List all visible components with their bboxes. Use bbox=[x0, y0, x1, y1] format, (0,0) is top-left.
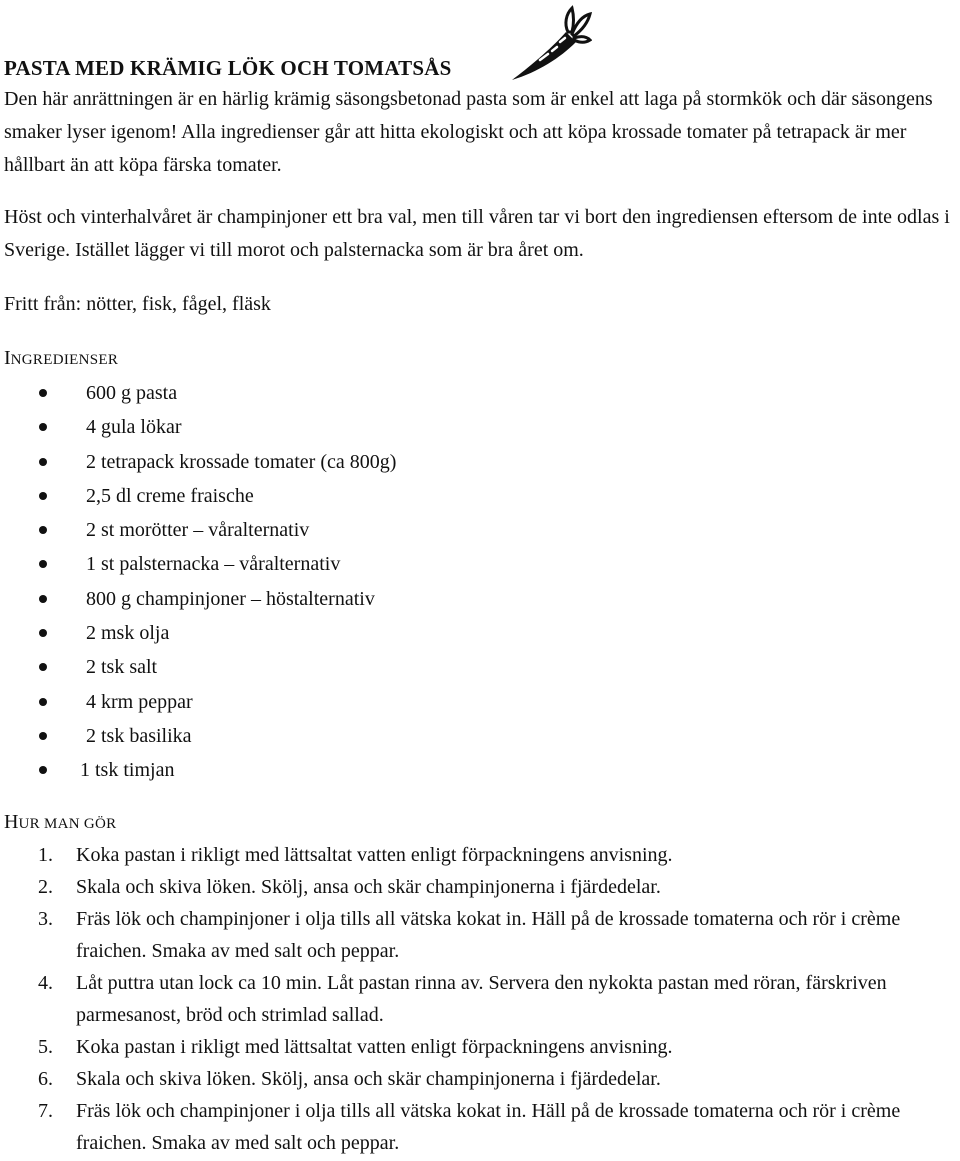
ingredient-item bbox=[4, 445, 396, 479]
ingredient-text: 1 st palsternacka – våralternativ bbox=[86, 553, 341, 576]
bullet-icon bbox=[39, 732, 47, 740]
step-text: Skala och skiva löken. Skölj, ansa och skär champinjonerna i fjärdedelar. bbox=[76, 876, 661, 898]
step-text: Koka pastan i rikligt med lättsaltat vatten enligt förpackningens anvisning. bbox=[76, 844, 673, 866]
bullet-icon bbox=[39, 766, 47, 774]
step-number: 7. bbox=[38, 1100, 53, 1122]
method-heading-initial: H bbox=[4, 811, 19, 833]
bullet-icon bbox=[39, 560, 47, 568]
step-number: 3. bbox=[38, 908, 53, 930]
step-text: Fräs lök och champinjoner i olja tills all vätska kokat in. Häll på de krossade tomaterna och rör i crème fraichen. Smaka av med salt och peppar. bbox=[76, 1100, 901, 1154]
method-step bbox=[4, 871, 954, 903]
carrot-icon bbox=[510, 2, 592, 84]
bullet-icon bbox=[39, 492, 47, 500]
ingredient-text: 2 msk olja bbox=[86, 622, 170, 645]
bullet-icon bbox=[39, 423, 47, 431]
bullet-icon bbox=[39, 595, 47, 603]
bullet-icon bbox=[39, 629, 47, 637]
method-heading-rest: UR MAN GÖR bbox=[18, 816, 117, 832]
bullet-icon bbox=[39, 458, 47, 466]
ingredient-text: 2 tsk basilika bbox=[86, 724, 192, 747]
step-text: Skala och skiva löken. Skölj, ansa och skär champinjonerna i fjärdedelar. bbox=[76, 1068, 661, 1090]
step-text: Låt puttra utan lock ca 10 min. Låt pastan rinna av. Servera den nykokta pastan med röran, färskriven parmesanost, bröd och strimlad sallad. bbox=[76, 972, 887, 1026]
bullet-icon bbox=[39, 663, 47, 671]
method-step bbox=[4, 1031, 954, 1063]
ingredient-list bbox=[4, 376, 396, 788]
step-number: 4. bbox=[38, 972, 53, 994]
ingredient-item bbox=[4, 616, 396, 650]
ingredient-item bbox=[4, 650, 396, 684]
ingredient-item bbox=[4, 547, 396, 581]
ingredient-item bbox=[4, 479, 396, 513]
ingredient-item bbox=[4, 719, 396, 753]
method-steps bbox=[4, 839, 954, 1159]
ingredient-text: 4 gula lökar bbox=[86, 416, 182, 439]
ingredients-heading-rest: NGREDIENSER bbox=[10, 352, 119, 368]
ingredient-text: 800 g champinjoner – höstalternativ bbox=[86, 587, 375, 610]
method-step bbox=[4, 1095, 954, 1159]
bullet-icon bbox=[39, 526, 47, 534]
ingredient-text: 2 tsk salt bbox=[86, 656, 158, 679]
method-step bbox=[4, 903, 954, 967]
step-number: 2. bbox=[38, 876, 53, 898]
step-number: 1. bbox=[38, 844, 53, 866]
step-number: 6. bbox=[38, 1068, 53, 1090]
ingredient-text: 1 tsk timjan bbox=[80, 759, 175, 782]
ingredient-item bbox=[4, 513, 396, 547]
recipe-title: PASTA MED KRÄMIG LÖK OCH TOMATSÅS bbox=[4, 56, 452, 80]
ingredients-heading-initial: I bbox=[4, 347, 11, 369]
bullet-icon bbox=[39, 698, 47, 706]
step-text: Fräs lök och champinjoner i olja tills all vätska kokat in. Häll på de krossade tomaterna och rör i crème fraichen. Smaka av med salt och peppar. bbox=[76, 908, 901, 962]
ingredient-text: 2 tetrapack krossade tomater (ca 800g) bbox=[86, 450, 397, 473]
step-number: 5. bbox=[38, 1036, 53, 1058]
intro-paragraph: Den här anrättningen är en härlig krämig säsongsbetonad pasta som är enkel att laga på stormkök och där säsongens smaker lyser igenom! Alla ingredienser går att hitta ekologiskt och att köpa krossade tomater på tetrapack är mer hållbart än att köpa färska tomater. bbox=[4, 88, 933, 176]
method-step bbox=[4, 1063, 954, 1095]
ingredient-text: 4 krm peppar bbox=[86, 690, 193, 713]
ingredient-item bbox=[4, 410, 396, 444]
ingredient-item bbox=[4, 753, 396, 787]
method-step bbox=[4, 967, 954, 1031]
season-paragraph: Höst och vinterhalvåret är champinjoner ett bra val, men till våren tar vi bort den ingrediensen eftersom de inte odlas i Sverige. Istället lägger vi till morot och palsternacka som är bra året om. bbox=[4, 206, 950, 261]
method-heading bbox=[4, 810, 116, 836]
ingredient-text: 600 g pasta bbox=[86, 382, 178, 404]
ingredients-heading bbox=[4, 346, 118, 372]
ingredient-item bbox=[4, 376, 396, 410]
bullet-icon bbox=[39, 389, 47, 397]
ingredient-text: 2 st morötter – våralternativ bbox=[86, 519, 310, 542]
method-step bbox=[4, 839, 954, 871]
free-from-text: Fritt från: nötter, fisk, fågel, fläsk bbox=[4, 293, 271, 315]
ingredient-item bbox=[4, 685, 396, 719]
ingredient-text: 2,5 dl creme fraische bbox=[86, 484, 254, 507]
ingredient-item bbox=[4, 582, 396, 616]
step-text: Koka pastan i rikligt med lättsaltat vatten enligt förpackningens anvisning. bbox=[76, 1036, 673, 1058]
